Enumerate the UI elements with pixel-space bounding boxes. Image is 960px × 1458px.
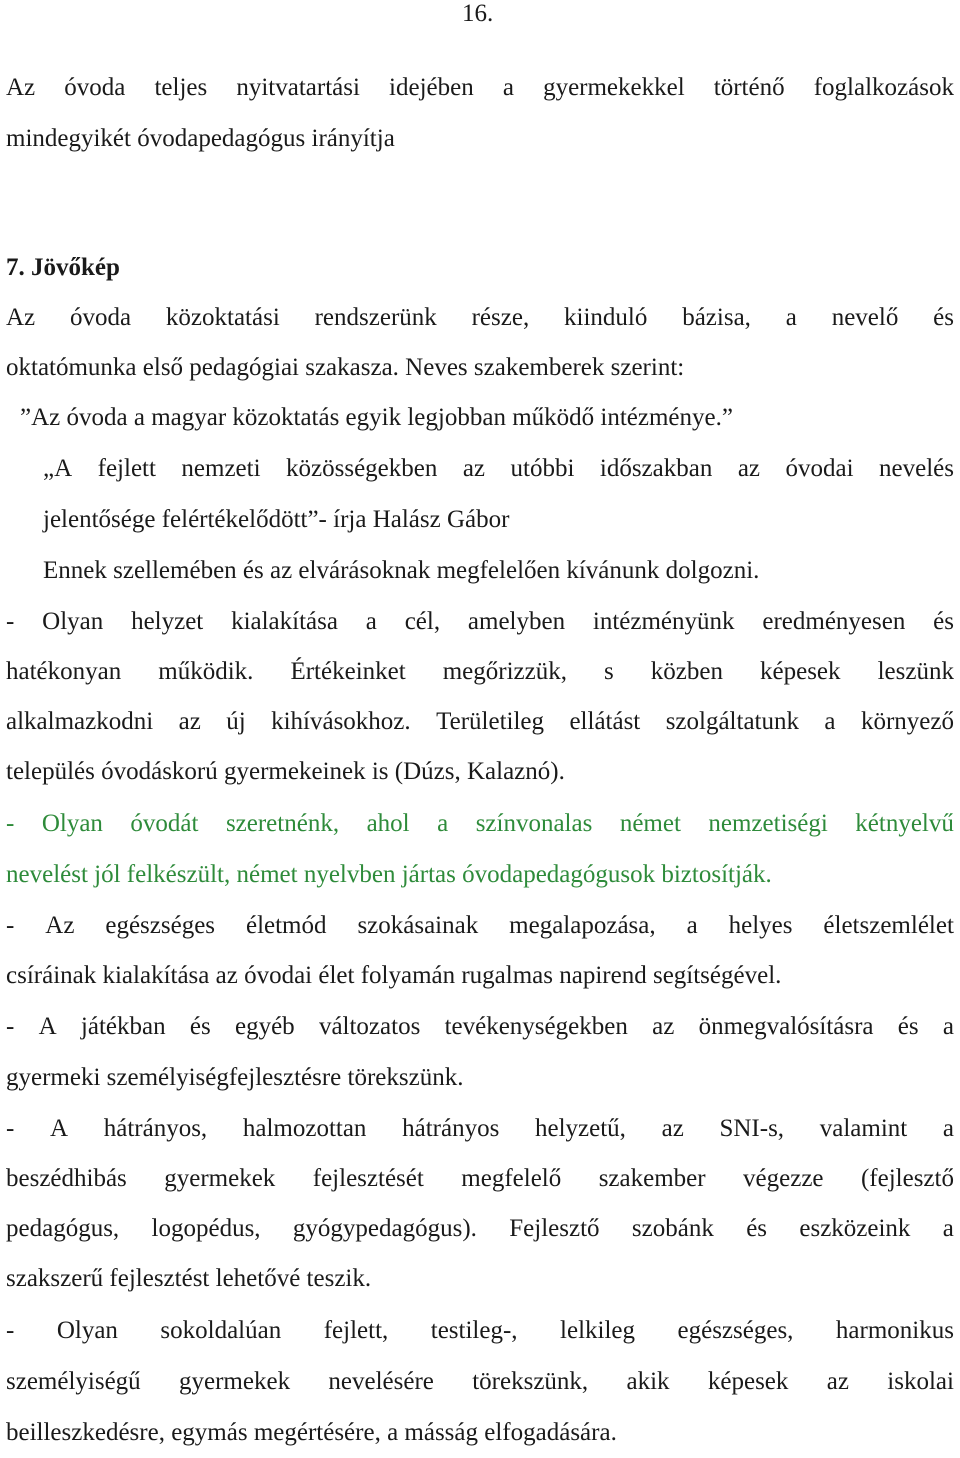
word: Az <box>45 912 75 939</box>
word: fejlett <box>97 455 156 482</box>
word: törekszünk, <box>472 1368 589 1395</box>
word: szokásainak <box>357 912 479 939</box>
word: a <box>686 912 698 939</box>
word: fejlett, <box>323 1317 389 1344</box>
word: testileg-, <box>430 1317 518 1344</box>
word: - <box>6 912 15 939</box>
word: ellátást <box>569 708 641 735</box>
text-line: gyermeki személyiségfejlesztésre törekszünk. <box>6 1064 464 1091</box>
word: és <box>933 304 954 331</box>
word: hatékonyan <box>6 658 122 685</box>
word: - <box>6 1115 15 1142</box>
word: szolgáltatunk <box>665 708 799 735</box>
word: helyes <box>728 912 793 939</box>
text-line <box>0 293 960 343</box>
word: hátrányos <box>402 1115 500 1142</box>
word: a <box>365 608 377 635</box>
text-line: jelentősége felértékelődött”- írja Halász Gábor <box>43 506 510 533</box>
word: óvodai <box>785 455 854 482</box>
word: gyermekek <box>164 1165 276 1192</box>
word: alkalmazkodni <box>6 708 154 735</box>
word: változatos <box>318 1013 421 1040</box>
word: (fejlesztő <box>860 1165 954 1192</box>
word: Olyan <box>41 810 103 837</box>
text-line: település óvodáskorú gyermekeinek is (Dúzs, Kalaznó). <box>6 758 565 785</box>
word: a <box>942 1215 954 1242</box>
word: leszünk <box>877 658 954 685</box>
word: nyitvatartási <box>236 74 360 101</box>
word: egészséges, <box>677 1317 794 1344</box>
word: önmegvalósításra <box>698 1013 874 1040</box>
word: s <box>604 658 614 685</box>
word: Területileg <box>436 708 545 735</box>
word: és <box>933 608 954 635</box>
text-line <box>0 63 960 113</box>
word: - <box>6 608 15 635</box>
text-line: ”Az óvoda a magyar közoktatás egyik legjobban működő intézménye.” <box>20 404 733 431</box>
word: közoktatási <box>165 304 280 331</box>
text-line: nevelést jól felkészült, német nyelvben jártas óvodapedagógusok biztosítják. <box>6 861 772 888</box>
word: a <box>502 74 514 101</box>
word: SNI-s, <box>719 1115 785 1142</box>
word: eredményesen <box>762 608 906 635</box>
word: iskolai <box>887 1368 954 1395</box>
text-line: Ennek szellemében és az elvárásoknak megfelelően kívánunk dolgozni. <box>43 557 760 584</box>
text-line <box>0 444 960 494</box>
word: tevékenységekben <box>444 1013 628 1040</box>
word: az <box>737 455 761 482</box>
word: „A <box>43 455 73 482</box>
word: az <box>462 455 486 482</box>
word: hátrányos, <box>103 1115 208 1142</box>
word: pedagógus, <box>6 1215 120 1242</box>
word: fejlesztését <box>312 1165 424 1192</box>
page-number: 16. <box>462 0 494 27</box>
word: közösségekben <box>286 455 438 482</box>
word: megőrizzük, <box>442 658 567 685</box>
word: Olyan <box>56 1317 118 1344</box>
word: utóbbi <box>510 455 575 482</box>
word: teljes <box>154 74 208 101</box>
word: képesek <box>760 658 841 685</box>
word: egészséges <box>105 912 216 939</box>
word: Fejlesztő <box>509 1215 600 1242</box>
word: az <box>652 1013 675 1040</box>
word: és <box>189 1013 211 1040</box>
word: A <box>50 1115 69 1142</box>
text-line <box>0 799 960 849</box>
word: játékban <box>80 1013 166 1040</box>
word: az <box>178 708 201 735</box>
word: új <box>226 708 246 735</box>
word: Értékeinket <box>290 658 406 685</box>
word: megfelelő <box>461 1165 562 1192</box>
word: valamint <box>819 1115 908 1142</box>
word: történő <box>713 74 785 101</box>
word: működik. <box>158 658 254 685</box>
text-line: csíráinak kialakítása az óvodai élet folyamán rugalmas napirend segítségével. <box>6 962 782 989</box>
word: Az <box>6 304 36 331</box>
word: lelkileg <box>560 1317 636 1344</box>
word: a <box>437 810 449 837</box>
word: egyéb <box>234 1013 295 1040</box>
word: nevelés <box>879 455 954 482</box>
word: sokoldalúan <box>160 1317 282 1344</box>
word: környező <box>860 708 954 735</box>
word: halmozottan <box>242 1115 367 1142</box>
text-line <box>0 597 960 647</box>
word: nemzetiségi <box>708 810 828 837</box>
word: és <box>897 1013 919 1040</box>
text-line <box>0 901 960 951</box>
word: harmonikus <box>835 1317 954 1344</box>
section-heading: 7. Jövőkép <box>6 254 120 281</box>
word: végezze <box>743 1165 824 1192</box>
word: intézményünk <box>592 608 735 635</box>
word: szeretnénk, <box>225 810 340 837</box>
word: amelyben <box>467 608 566 635</box>
text-line <box>0 1154 960 1204</box>
text-line <box>0 1204 960 1254</box>
word: német <box>619 810 681 837</box>
word: logopédus, <box>151 1215 261 1242</box>
word: személyiségű <box>6 1368 141 1395</box>
word: - <box>6 810 15 837</box>
word: foglalkozások <box>813 74 954 101</box>
word: kihívásokhoz. <box>271 708 411 735</box>
word: életmód <box>245 912 327 939</box>
word: képesek <box>707 1368 789 1395</box>
word: rendszerünk <box>314 304 437 331</box>
word: óvoda <box>64 74 126 101</box>
word: akik <box>626 1368 670 1395</box>
word: és <box>746 1215 768 1242</box>
text-line <box>0 1104 960 1154</box>
word: nevelő <box>831 304 899 331</box>
word: bázisa, <box>682 304 751 331</box>
word: helyzetű, <box>534 1115 626 1142</box>
word: a <box>942 1115 954 1142</box>
word: ahol <box>366 810 410 837</box>
word: gyermekek <box>179 1368 291 1395</box>
word: helyzet <box>131 608 204 635</box>
word: az <box>826 1368 849 1395</box>
word: gyógypedagógus). <box>292 1215 477 1242</box>
word: beszédhibás <box>6 1165 127 1192</box>
word: megalapozása, <box>509 912 656 939</box>
word: óvoda <box>69 304 132 331</box>
word: cél, <box>404 608 441 635</box>
word: Az <box>6 74 36 101</box>
word: - <box>6 1013 15 1040</box>
word: A <box>38 1013 57 1040</box>
word: nemzeti <box>181 455 261 482</box>
text-line: mindegyikét óvodapedagógus irányítja <box>6 125 395 152</box>
word: része, <box>471 304 530 331</box>
word: - <box>6 1317 15 1344</box>
word: közben <box>650 658 723 685</box>
word: időszakban <box>599 455 713 482</box>
word: eszközeink <box>799 1215 911 1242</box>
text-line: beilleszkedésre, egymás megértésére, a másság elfogadására. <box>6 1419 617 1446</box>
text-line: szakszerű fejlesztést lehetővé teszik. <box>6 1265 372 1292</box>
word: a <box>785 304 797 331</box>
word: a <box>824 708 836 735</box>
word: Olyan <box>42 608 104 635</box>
word: óvodát <box>130 810 199 837</box>
text-line: oktatómunka első pedagógiai szakasza. Neves szakemberek szerint: <box>6 354 685 381</box>
word: az <box>661 1115 684 1142</box>
text-line <box>0 1002 960 1052</box>
text-line <box>0 1357 960 1407</box>
text-line <box>0 697 960 747</box>
word: nevelésére <box>328 1368 434 1395</box>
word: idejében <box>389 74 474 101</box>
word: életszemlélet <box>823 912 954 939</box>
text-line <box>0 647 960 697</box>
word: a <box>942 1013 954 1040</box>
word: szakember <box>598 1165 706 1192</box>
word: gyermekekkel <box>543 74 685 101</box>
word: kiinduló <box>564 304 648 331</box>
text-line <box>0 1306 960 1356</box>
word: szobánk <box>631 1215 714 1242</box>
word: kialakítása <box>231 608 338 635</box>
word: kétnyelvű <box>855 810 954 837</box>
word: színvonalas <box>475 810 593 837</box>
